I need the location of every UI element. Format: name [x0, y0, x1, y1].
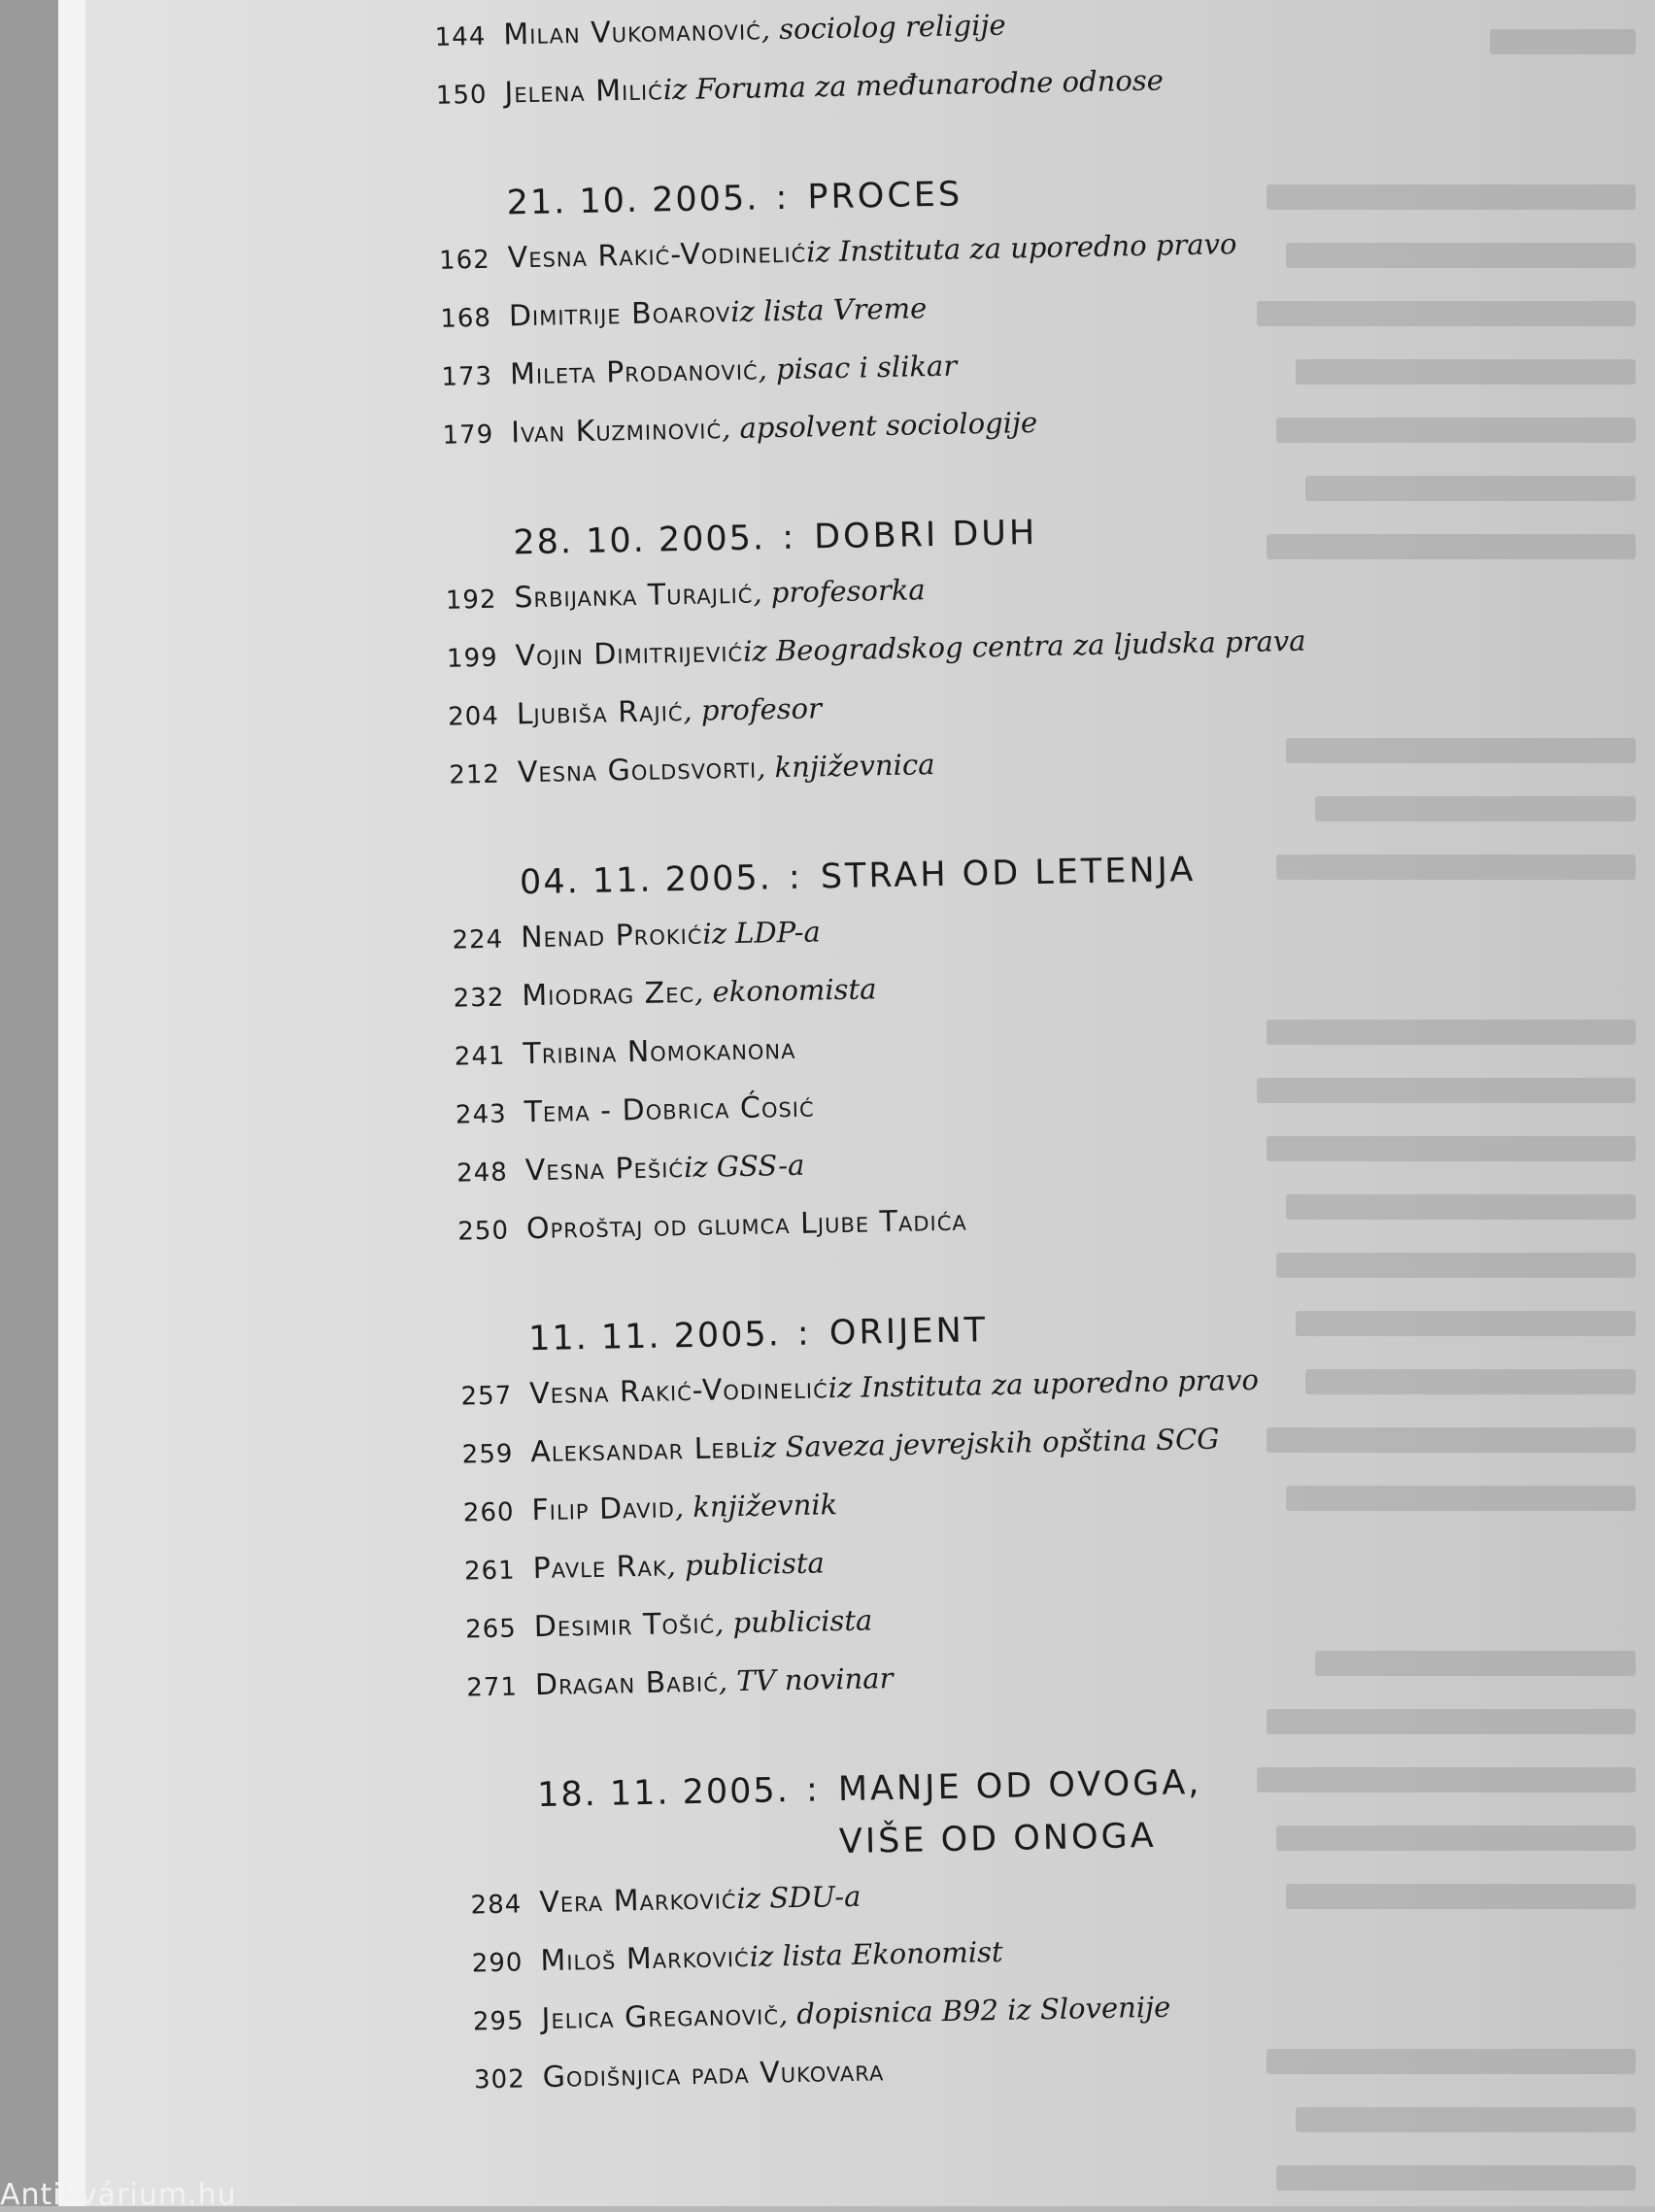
entry-name: Nenad Prokić — [520, 917, 703, 955]
entry-description: , dopisnica B92 iz Slovenije — [778, 1990, 1171, 2031]
entry-name: Mileta Prodanović — [509, 352, 759, 392]
entry-name: Miloš Marković — [540, 1939, 750, 1979]
page-number: 265 — [464, 1614, 518, 1645]
entry-description: iz Instituta za uporedno pravo — [805, 227, 1237, 269]
entry-name: Vera Marković — [538, 1882, 737, 1921]
section-heading: 28. 10. 2005. : DOBRI DUH — [512, 514, 1038, 563]
page-number: 241 — [454, 1041, 506, 1072]
section-date: 18. 11. 2005. — [536, 1771, 791, 1816]
entry-description: iz lista Ekonomist — [749, 1934, 1003, 1973]
page-number: 250 — [457, 1216, 510, 1247]
section-heading: 11. 11. 2005. : ORIJENT — [527, 1311, 989, 1359]
entry-description: , profesor — [683, 691, 823, 728]
watermark: Antikvárium.hu — [0, 2178, 237, 2212]
entry-description: iz Foruma za međunarodne odnose — [662, 63, 1165, 107]
entry-description: iz GSS-a — [683, 1148, 805, 1185]
page-number: 204 — [447, 701, 500, 732]
section-heading: 04. 11. 2005. : STRAH OD LETENJA — [519, 850, 1197, 903]
section-title: DOBRI DUH — [813, 514, 1038, 557]
section-title: STRAH OD LETENJA — [820, 850, 1197, 897]
page-number: 248 — [456, 1157, 509, 1189]
page-number: 260 — [462, 1497, 515, 1528]
entry-description: , književnik — [674, 1488, 838, 1525]
toc-section — [425, 0, 1496, 136]
entry-name: Ivan Kuzminović — [510, 412, 723, 451]
entry-name: Tribina Nomokanona — [523, 1031, 796, 1072]
page-number: 261 — [463, 1556, 516, 1587]
section-date: 11. 11. 2005. — [527, 1315, 782, 1359]
entry-description: iz Beogradskog centra za ljudska prava — [742, 623, 1306, 668]
page-number: 232 — [453, 983, 505, 1014]
entry-description: , publicista — [714, 1603, 873, 1640]
toc-section — [435, 498, 1509, 816]
section-title: MANJE OD OVOGA, — [837, 1762, 1202, 1810]
section-heading: 18. 11. 2005. : MANJE OD OVOGA, VIŠE OD ONOGA — [536, 1762, 1202, 1862]
entry-name: Srbijanka Turajlić — [514, 576, 754, 616]
page-number: 168 — [440, 303, 492, 334]
entry-description: , sociolog religije — [760, 8, 1006, 47]
page-number: 271 — [466, 1672, 519, 1703]
entry-name: Aleksandar Lebl — [530, 1430, 754, 1470]
section-title-line-2: VIŠE OD ONOGA — [838, 1816, 1157, 1862]
entry-name: Miodrag Zec — [521, 975, 695, 1014]
entry-name: Jelica Greganovič — [541, 1997, 780, 2037]
book-page — [85, 0, 1655, 2206]
entry-name: Vesna Pešić — [524, 1151, 685, 1189]
entry-name: Dimitrije Boarov — [508, 295, 731, 334]
entry-description: , ekonomista — [693, 972, 877, 1009]
entry-description: , apsolvent sociologije — [721, 405, 1038, 446]
entry-description: , pisac i slikar — [758, 349, 958, 386]
entry-name: Milan Vukomanović — [502, 13, 762, 52]
toc-section — [442, 838, 1518, 1272]
entry-description: iz Instituta za uporedno pravo — [828, 1362, 1260, 1405]
page-number: 199 — [446, 643, 498, 674]
page-number: 179 — [442, 419, 494, 451]
page-number: 257 — [460, 1381, 513, 1412]
page-number: 284 — [470, 1890, 523, 1921]
entry-description: , publicista — [666, 1546, 826, 1583]
entry-name: Vesna Rakić-Vodinelić — [507, 235, 807, 276]
section-date: 21. 10. 2005. — [506, 179, 760, 223]
section-heading: 21. 10. 2005. : PROCES — [506, 175, 963, 223]
section-title: PROCES — [807, 175, 963, 218]
page-edge — [58, 0, 87, 2206]
entry-name: Godišnjica pada Vukovara — [542, 2054, 885, 2095]
toc-section — [459, 1751, 1535, 2121]
entry-name: Ljubiša Rajić — [516, 694, 684, 732]
section-date: 04. 11. 2005. — [519, 858, 773, 903]
entry-description: iz Saveza jevrejskih opština SCG — [752, 1422, 1220, 1464]
toc-section — [451, 1294, 1527, 1728]
page-number: 150 — [435, 80, 488, 111]
entry-name: Vesna Rakić-Vodinelić — [528, 1371, 829, 1412]
entry-name: Vesna Goldsvorti — [517, 751, 758, 790]
entry-description: iz lista Vreme — [729, 291, 928, 329]
page-number: 290 — [471, 1948, 524, 1979]
page-number: 302 — [473, 2064, 526, 2095]
entry-name: Pavle Rak — [532, 1549, 667, 1587]
page-number: 224 — [452, 924, 504, 955]
entry-name: Vojin Dimitrijević — [515, 634, 744, 674]
toc-section — [428, 158, 1503, 476]
section-date: 28. 10. 2005. — [512, 519, 766, 563]
page-number: 295 — [472, 2006, 524, 2037]
page-number: 173 — [441, 361, 493, 392]
entry-name: Oproštaj od glumca Ljube Tadića — [525, 1203, 967, 1247]
entry-name: Dragan Babić — [534, 1664, 720, 1703]
table-of-contents — [425, 0, 1534, 2121]
page-number: 259 — [461, 1439, 514, 1470]
entry-description: , TV novinar — [718, 1661, 894, 1698]
entry-name: Desimir Tošić — [533, 1606, 716, 1645]
section-title: ORIJENT — [828, 1311, 989, 1354]
entry-name: Filip David — [531, 1491, 676, 1528]
entry-description: , profesorka — [753, 573, 926, 610]
page-number: 192 — [445, 585, 497, 616]
page-number: 212 — [449, 759, 501, 790]
page-number: 243 — [455, 1099, 507, 1130]
entry-name: Jelena Milić — [504, 73, 664, 111]
entry-description: iz LDP-a — [702, 915, 822, 951]
entry-name: Tema - Dobrica Ćosić — [524, 1089, 815, 1130]
entry-description: , književnica — [756, 748, 935, 785]
page-number: 162 — [438, 245, 491, 276]
entry-description: iz SDU-a — [736, 1879, 861, 1916]
page-number: 144 — [434, 21, 487, 52]
